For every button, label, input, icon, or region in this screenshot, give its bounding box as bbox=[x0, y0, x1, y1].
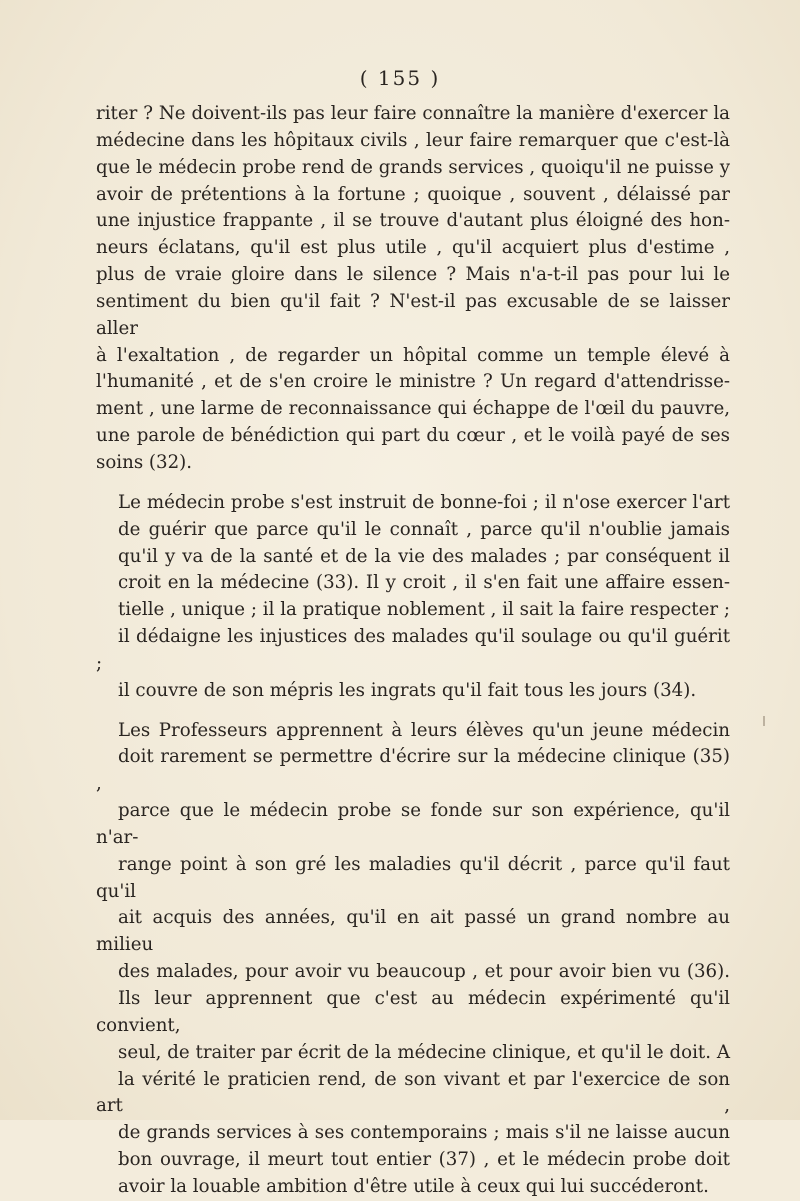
text-line: à l'exaltation , de regarder un hôpital comme un temple élevé à bbox=[96, 344, 730, 366]
text-line: Les Professeurs apprennent à leurs élèves qu'un jeune médecin bbox=[118, 719, 730, 741]
text-line: tielle , unique ; il la pratique noblement , il sait la faire respecter ; bbox=[118, 599, 730, 621]
text-line-last: il couvre de son mépris les ingrats qu'il fait tous les jours (34). bbox=[118, 679, 697, 701]
paragraph-2 bbox=[96, 490, 730, 705]
margin-mark bbox=[763, 716, 765, 726]
text-line-last: soins (32). bbox=[96, 451, 193, 473]
paragraph-3 bbox=[96, 718, 730, 1201]
text-line: médecine dans les hôpitaux civils , leur faire remarquer que c'est-là bbox=[96, 129, 730, 151]
text-line: il dédaigne les injustices des malades qu'il soulage ou qu'il guérit ; bbox=[96, 626, 730, 674]
text-line: une parole de bénédiction qui part du cœur , et le voilà payé de ses bbox=[96, 425, 730, 447]
text-line: que le médecin probe rend de grands services , quoiqu'il ne puisse y bbox=[96, 156, 730, 178]
text-line: doit rarement se permettre d'écrire sur la médecine clinique (35) , bbox=[96, 746, 730, 795]
text-line: seul, de traiter par écrit de la médecine clinique, et qu'il le doit. A bbox=[118, 1041, 730, 1063]
text-line: de guérir que parce qu'il le connaît , parce qu'il n'oublie jamais bbox=[118, 518, 730, 540]
text-line: croit en la médecine (33). Il y croit , il s'en fait une affaire essen- bbox=[118, 572, 730, 594]
text-line: Le médecin probe s'est instruit de bonne-foi ; il n'ose exercer l'art bbox=[118, 491, 730, 513]
body-text bbox=[96, 101, 730, 1201]
text-line: qu'il y va de la santé et de la vie des malades ; par conséquent il bbox=[118, 545, 730, 567]
text-line: range point à son gré les maladies qu'il décrit , parce qu'il faut qu'il bbox=[96, 853, 730, 902]
text-line: l'humanité , et de s'en croire le ministre ? Un regard d'attendrisse- bbox=[96, 371, 730, 393]
text-line: bon ouvrage, il meurt tout entier (37) , et le médecin probe doit bbox=[118, 1149, 730, 1171]
page-number: ( 155 ) bbox=[359, 66, 441, 90]
text-line: la vérité le praticien rend, de son vivant et par l'exercice de son art , bbox=[96, 1068, 730, 1117]
text-line: neurs éclatans, qu'il est plus utile , qu'il acquiert plus d'estime , bbox=[96, 237, 730, 259]
paragraph-1 bbox=[96, 101, 730, 477]
text-line: avoir de prétentions à la fortune ; quoique , souvent , délaissé par bbox=[96, 183, 730, 205]
text-line: Ils leur apprennent que c'est au médecin expérimenté qu'il convient, bbox=[96, 988, 730, 1036]
text-line-last: avoir la louable ambition d'être utile à ceux qui lui succéderont. bbox=[118, 1175, 709, 1197]
text-line: ait acquis des années, qu'il en ait passé un grand nombre au milieu bbox=[96, 907, 730, 956]
text-line: riter ? Ne doivent-ils pas leur faire connaître la manière d'exercer la bbox=[96, 103, 730, 124]
text-line: des malades, pour avoir vu beaucoup , et pour avoir bien vu (36). bbox=[118, 961, 730, 983]
text-line: parce que le médecin probe se fonde sur son expérience, qu'il n'ar- bbox=[96, 800, 730, 848]
text-line: plus de vraie gloire dans le silence ? Mais n'a-t-il pas pour lui le bbox=[96, 264, 730, 286]
text-line: une injustice frappante , il se trouve d'autant plus éloigné des hon- bbox=[96, 210, 730, 232]
text-line: ment , une larme de reconnaissance qui échappe de l'œil du pauvre, bbox=[96, 398, 730, 420]
text-line: sentiment du bien qu'il fait ? N'est-il pas excusable de se laisser aller bbox=[96, 290, 730, 339]
text-line: de grands services à ses contemporains ; mais s'il ne laisse aucun bbox=[118, 1122, 730, 1144]
